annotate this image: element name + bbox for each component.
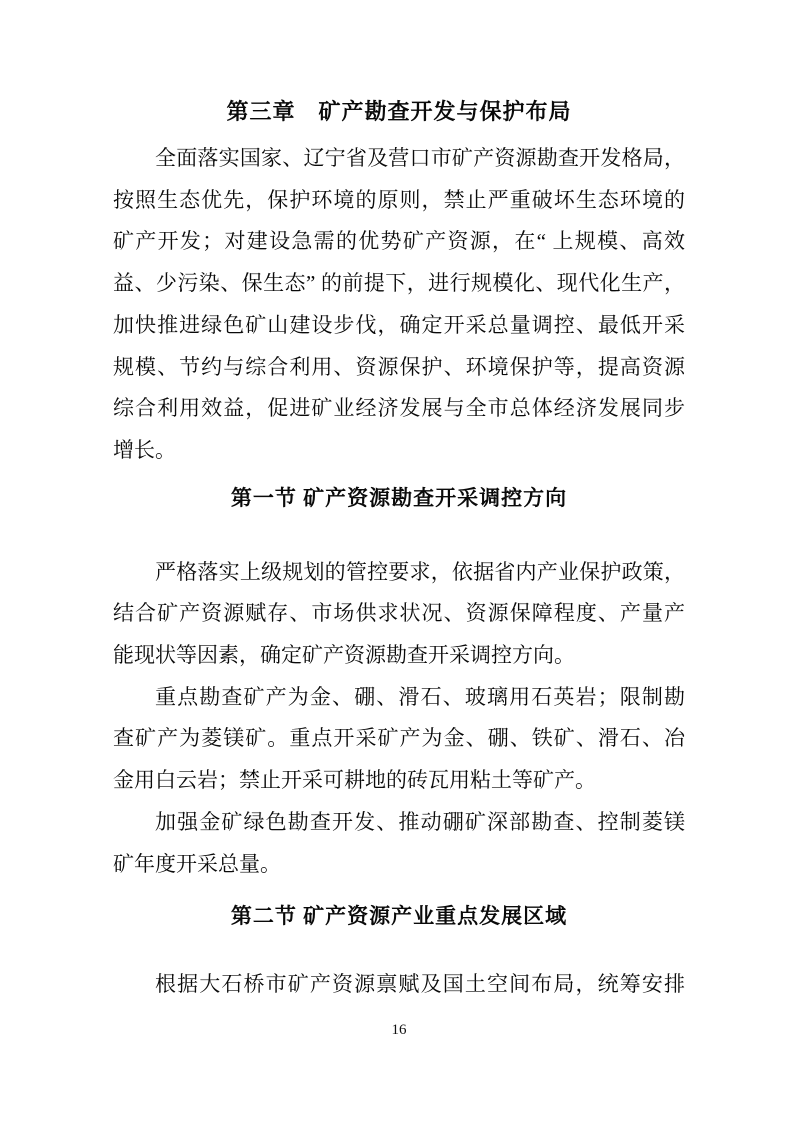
- text-line: 按照生态优先，保护环境的原则，禁止严重破坏生态环境的: [113, 187, 685, 212]
- text-line: 规模、节约与综合利用、资源保护、环境保护等，提高资源: [113, 354, 685, 379]
- text-line: 金用白云岩；禁止开采可耕地的砖瓦用粘土等矿产。: [113, 768, 596, 793]
- text-line: 重点勘查矿产为金、硼、滑石、玻璃用石英岩；限制勘: [155, 684, 685, 709]
- text-line: 综合利用效益，促进矿业经济发展与全市总体经济发展同步: [113, 396, 685, 421]
- text-line: 结合矿产资源赋存、市场供求状况、资源保障程度、产量产: [113, 601, 685, 626]
- text-line: 全面落实国家、辽宁省及营口市矿产资源勘查开发格局，: [155, 146, 685, 170]
- paragraph-control-direction: [113, 552, 685, 677]
- chapter-heading: 第三章 矿产勘查开发与保护布局: [226, 99, 572, 124]
- text-line: 根据大石桥市矿产资源禀赋及国土空间布局，统筹安排: [155, 972, 685, 997]
- page-number: 16: [391, 1021, 407, 1038]
- text-line: 加快推进绿色矿山建设步伐，确定开采总量调控、最低开采: [113, 312, 685, 337]
- text-line: 加强金矿绿色勘查开发、推动硼矿深部勘查、控制菱镁: [155, 809, 685, 834]
- text-line: 能现状等因素，确定矿产资源勘查开采调控方向。: [113, 643, 575, 668]
- text-line: 严格落实上级规划的管控要求，依据省内产业保护政策，: [155, 559, 685, 584]
- text-line: 矿产开发；对建设急需的优势矿产资源，在“ 上规模、高效: [113, 229, 685, 254]
- paragraph-overview: [113, 138, 685, 472]
- paragraph-strengthen: [113, 802, 685, 885]
- text-line: 益、少污染、保生态” 的前提下，进行规模化、现代化生产，: [113, 271, 685, 296]
- section-heading-1: 第一节 矿产资源勘查开采调控方向: [230, 485, 568, 510]
- text-line: 增长。: [113, 437, 176, 462]
- paragraph-development-regions: [113, 964, 685, 1006]
- paragraph-key-minerals: [113, 677, 685, 802]
- text-line: 查矿产为菱镁矿。重点开采矿产为金、硼、铁矿、滑石、冶: [113, 726, 685, 751]
- section-heading-2: 第二节 矿产资源产业重点发展区域: [230, 904, 568, 929]
- text-line: 矿年度开采总量。: [113, 851, 281, 876]
